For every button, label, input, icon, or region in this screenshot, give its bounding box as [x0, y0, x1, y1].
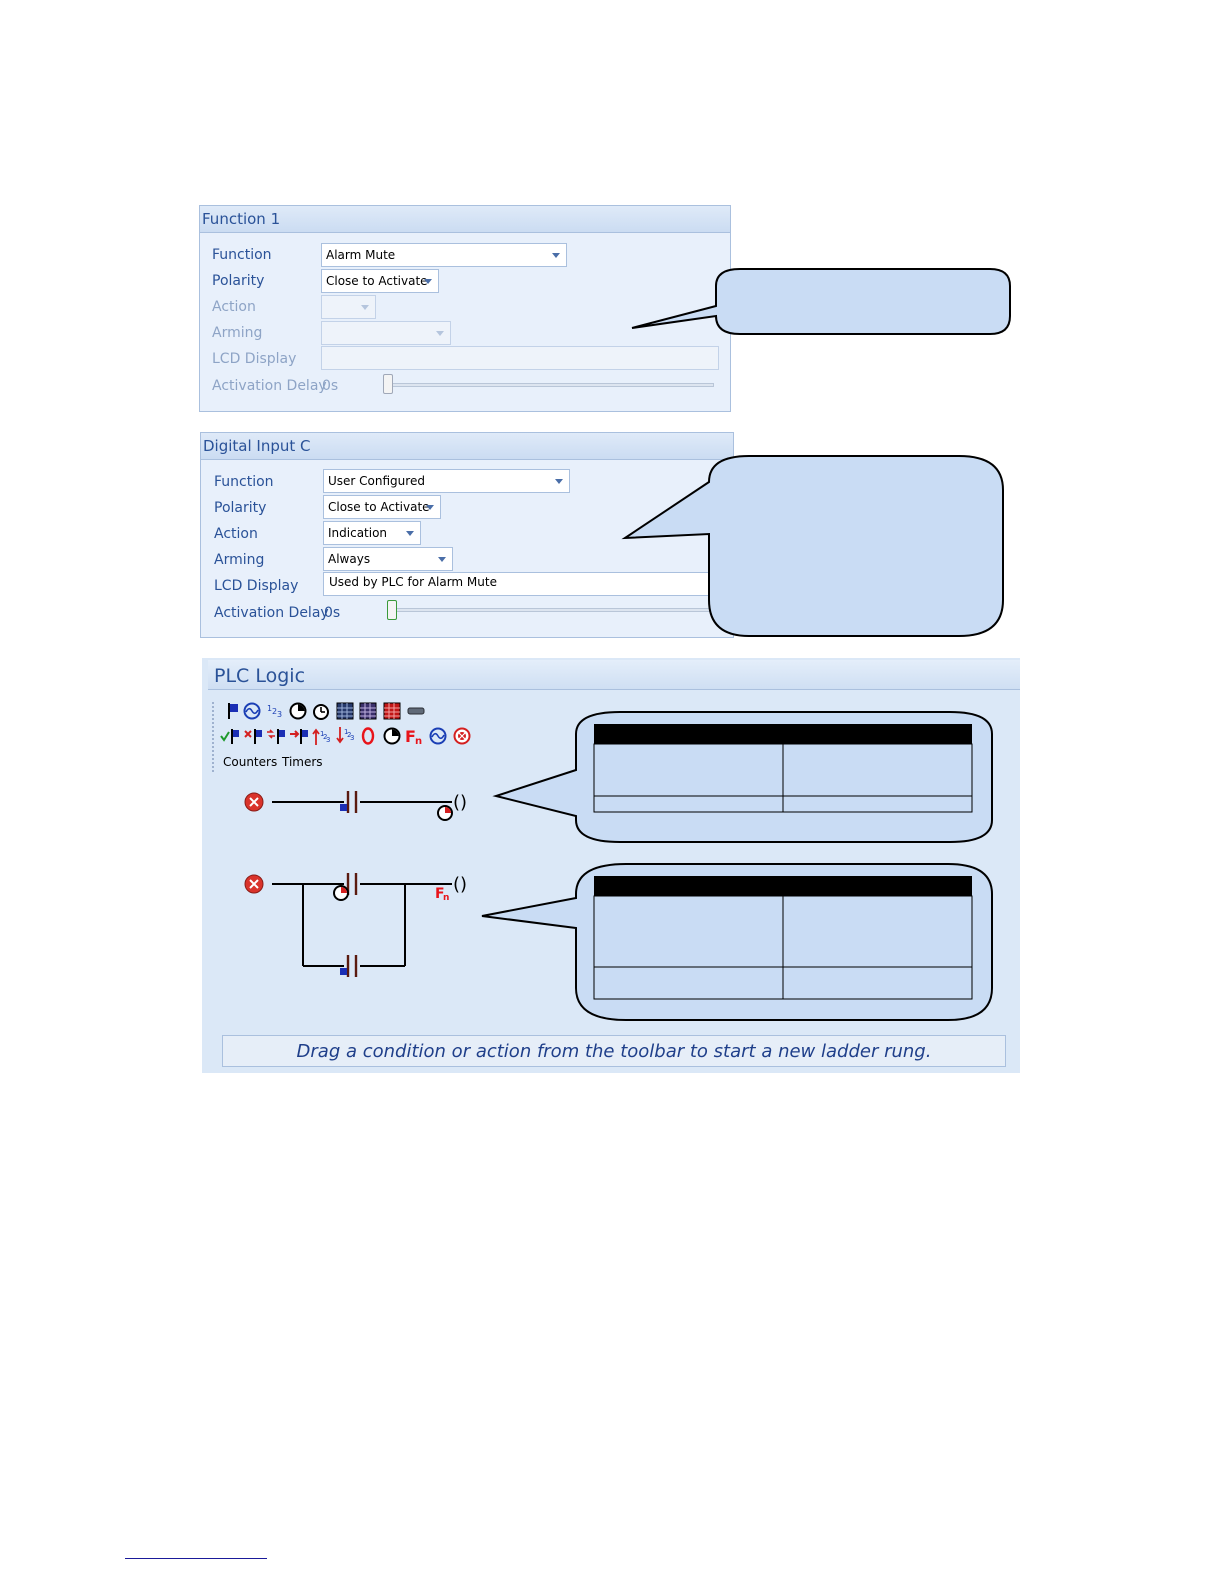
delete-rung-icon[interactable]	[245, 875, 263, 893]
copy-flag-icon[interactable]	[289, 727, 309, 745]
action-label: Action	[212, 299, 256, 315]
calendar-icon[interactable]	[336, 702, 354, 720]
digital-input-flag-icon[interactable]	[226, 702, 242, 720]
calendar-grid-icon[interactable]	[359, 702, 377, 720]
panel-title: Function 1	[200, 206, 730, 233]
callout-rung-1	[490, 708, 1000, 848]
arming-select	[321, 321, 451, 345]
svg-text:1: 1	[267, 704, 273, 713]
polarity-select-value: Close to Activate	[326, 274, 428, 288]
polarity-select-value: Close to Activate	[328, 500, 430, 514]
chevron-down-icon	[426, 505, 434, 510]
set-flag-icon[interactable]	[220, 727, 240, 745]
output-coil-icon: ()	[453, 874, 468, 895]
action-select[interactable]	[323, 521, 421, 545]
key-bar-icon[interactable]	[407, 704, 425, 718]
activation-delay-label: Activation Delay	[212, 378, 327, 394]
timer-icon[interactable]	[289, 702, 307, 720]
lcd-display-label: LCD Display	[212, 351, 297, 367]
polarity-select[interactable]	[323, 495, 441, 519]
chevron-down-icon	[406, 531, 414, 536]
chevron-down-icon	[361, 305, 369, 310]
rung-2[interactable]	[245, 873, 467, 977]
sine-wave-icon[interactable]	[243, 702, 261, 720]
rung-1[interactable]	[245, 791, 467, 820]
lcd-display-field	[321, 346, 719, 370]
output-coil-icon: ()	[453, 792, 468, 813]
count-up-icon[interactable]	[312, 726, 332, 746]
action-select	[321, 295, 376, 319]
function-label: Function	[214, 474, 274, 490]
function-label: Function	[212, 247, 272, 263]
toggle-flag-icon[interactable]	[266, 727, 286, 745]
callout-digital-input-c	[615, 450, 1015, 650]
rung-1-table	[594, 724, 972, 812]
arming-label: Arming	[214, 552, 265, 568]
function-select-value: User Configured	[328, 474, 425, 488]
timers-tab[interactable]: Timers	[282, 755, 323, 769]
function-select[interactable]	[323, 469, 570, 493]
polarity-label: Polarity	[214, 500, 267, 516]
arming-select-value: Always	[328, 552, 371, 566]
svg-text:1: 1	[320, 730, 325, 738]
digital-input-flag-icon	[340, 968, 347, 975]
svg-text:2: 2	[323, 733, 328, 741]
digital-input-flag-icon	[340, 804, 347, 811]
svg-text:3: 3	[350, 734, 355, 742]
svg-text:F: F	[405, 727, 416, 746]
timer-icon	[334, 886, 348, 900]
activation-delay-label: Activation Delay	[214, 605, 329, 621]
function-icon: F	[435, 886, 445, 902]
stop-action-icon[interactable]	[453, 727, 471, 745]
arming-select[interactable]	[323, 547, 453, 571]
svg-text:1: 1	[344, 728, 349, 736]
panel-title: Digital Input C	[201, 433, 733, 460]
reset-flag-icon[interactable]	[243, 727, 263, 745]
arming-label: Arming	[212, 325, 263, 341]
polarity-label: Polarity	[212, 273, 265, 289]
activation-delay-slider[interactable]	[387, 600, 397, 620]
action-label: Action	[214, 526, 258, 542]
counter-icon[interactable]	[266, 702, 284, 720]
footnote-separator	[125, 1558, 267, 1559]
lcd-display-field[interactable]: Used by PLC for Alarm Mute	[323, 572, 723, 596]
rung-2-table	[594, 876, 972, 999]
function-icon-subscript: n	[443, 893, 450, 903]
counters-tab[interactable]: Counters	[223, 755, 278, 769]
chevron-down-icon	[552, 253, 560, 258]
chevron-down-icon	[436, 331, 444, 336]
calendar-red-icon[interactable]	[383, 702, 401, 720]
reset-zero-icon[interactable]	[360, 726, 376, 746]
activation-delay-value: 0s	[324, 605, 341, 621]
callout-rung-2	[478, 858, 1000, 1028]
plc-logic-title: PLC Logic	[208, 660, 1020, 690]
ladder-diagram	[232, 778, 482, 988]
lcd-display-label: LCD Display	[214, 578, 299, 594]
function-select-value: Alarm Mute	[326, 248, 396, 262]
activation-delay-track[interactable]	[386, 383, 714, 387]
svg-text:3: 3	[326, 736, 331, 744]
svg-text:n: n	[415, 736, 423, 746]
timer-icon	[438, 806, 452, 820]
polarity-select[interactable]	[321, 269, 439, 293]
toolbar-grip[interactable]	[212, 702, 216, 772]
chevron-down-icon	[438, 557, 446, 562]
timer-action-icon[interactable]	[383, 727, 401, 745]
delete-rung-icon[interactable]	[245, 793, 263, 811]
count-down-icon[interactable]	[336, 726, 356, 746]
status-bar: Drag a condition or action from the toolbar to start a new ladder rung.	[222, 1035, 1006, 1067]
sine-action-icon[interactable]	[429, 727, 447, 745]
function-select[interactable]	[321, 243, 567, 267]
callout-function-1	[620, 262, 1020, 342]
svg-text:2: 2	[272, 707, 278, 716]
chevron-down-icon	[424, 279, 432, 284]
svg-text:2: 2	[347, 731, 352, 739]
clock-icon[interactable]	[312, 702, 330, 720]
activation-delay-value: 0s	[322, 378, 339, 394]
activation-delay-slider[interactable]	[383, 374, 393, 394]
chevron-down-icon	[555, 479, 563, 484]
svg-text:3: 3	[277, 710, 283, 719]
action-select-value: Indication	[328, 526, 388, 540]
function-icon[interactable]	[405, 726, 425, 746]
